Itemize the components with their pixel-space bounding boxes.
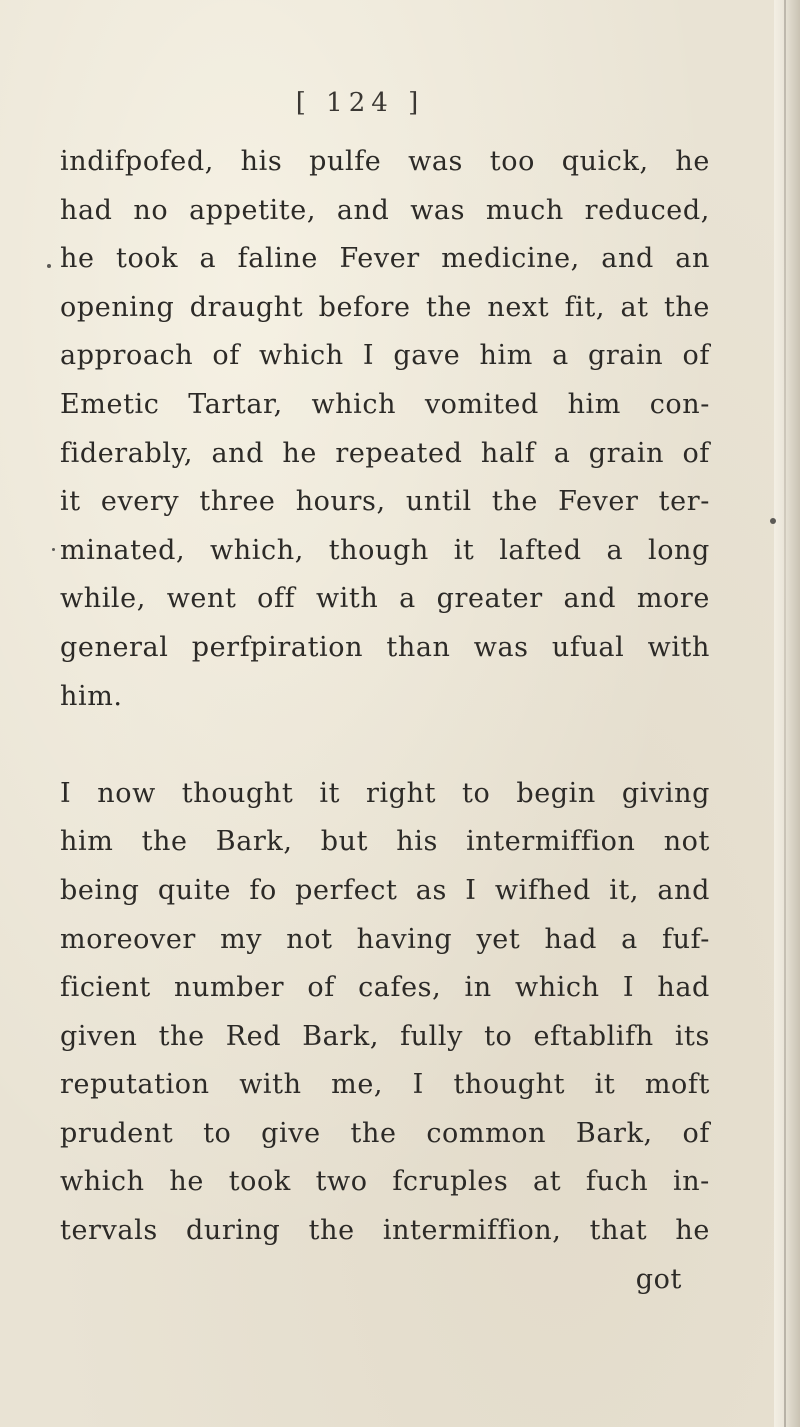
- text-line: I now thought it right to begin giving: [60, 777, 710, 809]
- text-line: opening draught before the next fit, at the: [60, 291, 710, 323]
- text-line: tervals during the intermiffion, that he: [60, 1215, 710, 1247]
- text-line: him the Bark, but his intermiffion not: [60, 826, 710, 858]
- page-body: [60, 138, 710, 1304]
- text-line: moreover my not having yet had a fuf-: [60, 923, 710, 955]
- ink-speck: [770, 518, 776, 524]
- text-line: minated, which, though it lafted a long: [60, 534, 710, 566]
- text-line: reputation with me, I thought it moft: [60, 1069, 710, 1101]
- text-line: prudent to give the common Bark, of: [60, 1117, 710, 1149]
- text-line: being quite fo perfect as I wifhed it, and: [60, 874, 710, 906]
- text-line: which he took two fcruples at fuch in-: [60, 1166, 710, 1198]
- text-line: had no appetite, and was much reduced,: [60, 194, 710, 226]
- ink-speck: [52, 548, 55, 551]
- text-line: general perfpiration than was ufual with: [60, 631, 710, 663]
- binding-shadow: [784, 0, 786, 1427]
- catchword: got: [635, 1263, 682, 1295]
- page-number-header: [ 124 ]: [295, 88, 425, 118]
- paragraph-1: [60, 138, 710, 721]
- text-line: he took a faline Fever medicine, and an: [60, 243, 710, 275]
- page-edge: [774, 0, 800, 1427]
- text-line: ficient number of cafes, in which I had: [60, 972, 710, 1004]
- text-line: fiderably, and he repeated half a grain of: [60, 437, 710, 469]
- paragraph-gap: [60, 721, 710, 770]
- text-line: approach of which I gave him a grain of: [60, 340, 710, 372]
- text-line: it every three hours, until the Fever ter-: [60, 486, 710, 518]
- text-line: given the Red Bark, fully to eftablifh its: [60, 1020, 710, 1052]
- text-line: while, went off with a greater and more: [60, 583, 710, 615]
- ink-speck: [47, 264, 51, 268]
- text-line: him.: [60, 680, 123, 712]
- paragraph-2: [60, 770, 710, 1256]
- text-line: indifpofed, his pulfe was too quick, he: [60, 146, 710, 177]
- text-line: Emetic Tartar, which vomited him con-: [60, 388, 710, 420]
